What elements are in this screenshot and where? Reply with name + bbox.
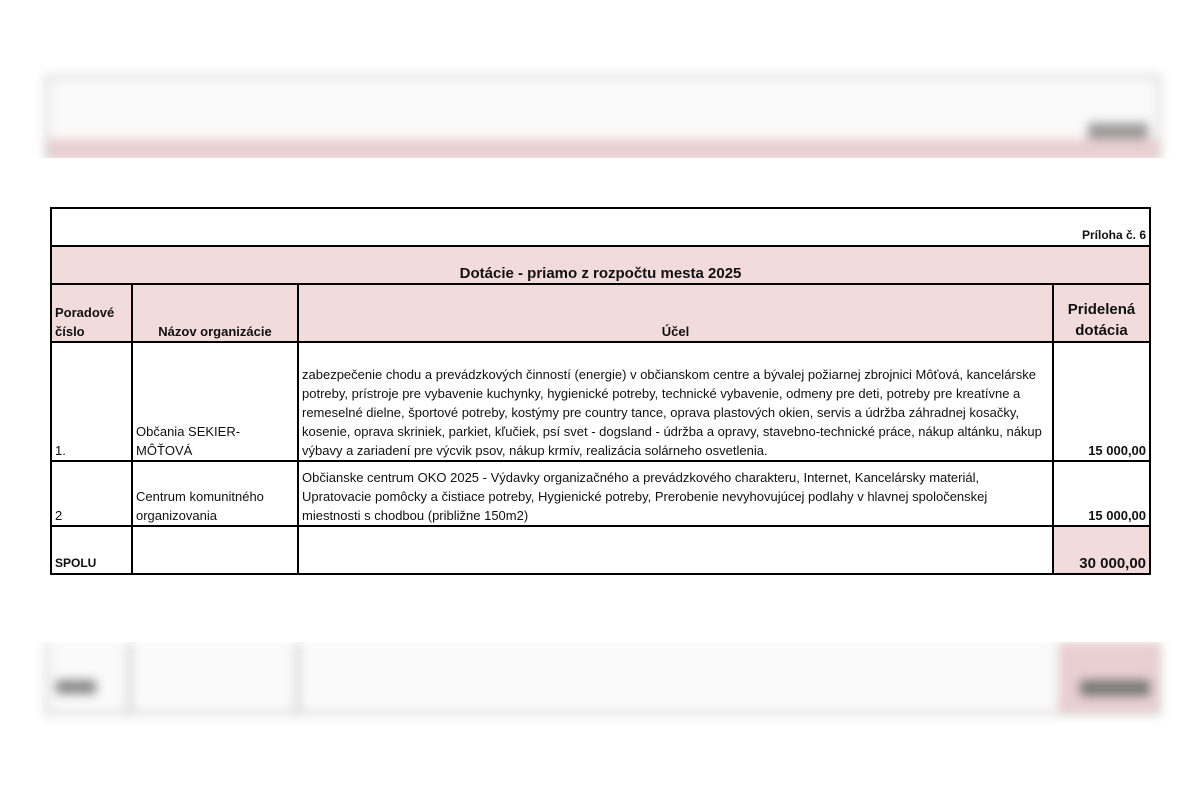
annex-label: Príloha č. 6 <box>51 208 1150 246</box>
title-row <box>51 246 1150 284</box>
header-organization: Názov organizácie <box>132 284 298 342</box>
table-row <box>51 461 1150 526</box>
table-title: Dotácie - priamo z rozpočtu mesta 2025 <box>51 246 1150 284</box>
blurred-background-bottom <box>0 642 1200 800</box>
annex-row <box>51 208 1150 246</box>
row-number: 2 <box>51 461 132 526</box>
row-purpose: Občianske centrum OKO 2025 - Výdavky organizačného a prevádzkového charakteru, Internet, Kancelársky materiál, Upratovacie pomôcky a čistiace potreby, Hygienické potreby, Prerobenie nevyhovujúcej podlahy v hlavnej spoločenskej miestnosti s chodbou (približne 150m2) <box>298 461 1053 526</box>
grant-table <box>50 207 1151 575</box>
table-row <box>51 342 1150 461</box>
row-amount: 15 000,00 <box>1053 461 1150 526</box>
header-purpose: Účel <box>298 284 1053 342</box>
total-empty-purpose <box>298 526 1053 574</box>
grant-document <box>50 207 1149 575</box>
total-label: SPOLU <box>51 526 132 574</box>
row-amount: 15 000,00 <box>1053 342 1150 461</box>
header-number: Poradové číslo <box>51 284 132 342</box>
blurred-background-top <box>0 0 1200 158</box>
header-row <box>51 284 1150 342</box>
total-empty-org <box>132 526 298 574</box>
row-organization: Občania SEKIER-MÔŤOVÁ <box>132 342 298 461</box>
total-row <box>51 526 1150 574</box>
row-number: 1. <box>51 342 132 461</box>
header-amount: Pridelená dotácia <box>1053 284 1150 342</box>
row-organization: Centrum komunitného organizovania <box>132 461 298 526</box>
total-amount: 30 000,00 <box>1053 526 1150 574</box>
row-purpose: zabezpečenie chodu a prevádzkových činností (energie) v občianskom centre a bývalej požiarnej zbrojnici Môťová, kancelárske potreby, prístroje pre vybavenie kuchynky, hygienické potreby, technické vybavenie, odmeny pre deti, potreby pre kreatívne a remeselné dielne, športové potreby, kostýmy pre country tance, oprava plastových okien, servis a údržba záhradnej kosačky, kosenie, oprava skriniek, parkiet, kľučiek, psí svet - dogsland - údržba a opravy, stavebno-technické práce, nákup altánku, nákup výbavy a zariadení pre výcvik psov, nákup krmív, realizácia solárneho osvetlenia. <box>298 342 1053 461</box>
